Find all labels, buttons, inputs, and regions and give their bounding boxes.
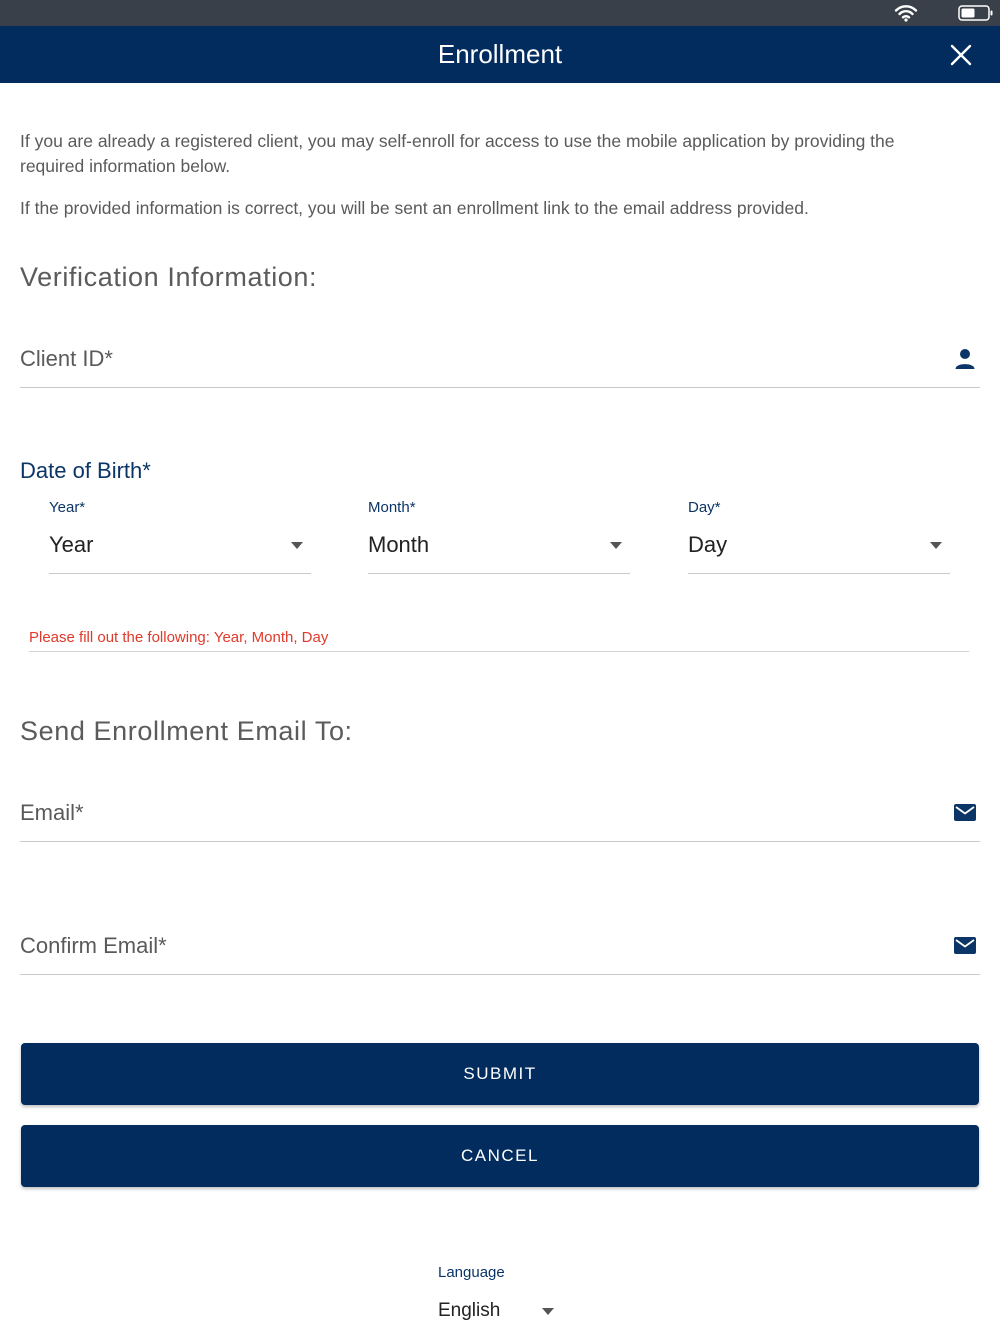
month-label: Month* (368, 499, 416, 516)
close-icon (944, 38, 978, 72)
wifi-icon (894, 4, 918, 22)
day-label: Day* (688, 499, 721, 516)
page-title: Enrollment (437, 39, 563, 69)
submit-button[interactable]: SUBMIT (21, 1043, 979, 1105)
email-field[interactable] (20, 782, 980, 842)
close-button[interactable] (944, 38, 978, 72)
client-id-field[interactable] (20, 328, 980, 388)
intro-paragraph-2: If the provided information is correct, you will be sent an enrollment link to the email address provided. (20, 198, 809, 218)
confirm-email-placeholder: Confirm Email* (20, 933, 167, 958)
year-select[interactable] (49, 496, 311, 574)
language-value: English (438, 1300, 501, 1321)
year-value: Year (49, 532, 94, 557)
chevron-down-icon (930, 542, 942, 549)
language-select[interactable] (438, 1298, 560, 1328)
date-of-birth-label: Date of Birth* (20, 458, 151, 483)
month-value: Month (368, 532, 430, 557)
chevron-down-icon (291, 542, 303, 549)
month-select[interactable] (368, 496, 630, 574)
chevron-down-icon (610, 542, 622, 549)
status-bar (0, 0, 1000, 26)
day-select[interactable] (688, 496, 950, 574)
mail-icon (952, 800, 978, 826)
battery-icon (958, 5, 994, 21)
day-value: Day (688, 532, 728, 557)
language-label: Language (438, 1264, 505, 1281)
cancel-button[interactable]: CANCEL (21, 1125, 979, 1187)
person-icon (952, 346, 978, 372)
client-id-placeholder: Client ID* (20, 346, 113, 371)
year-label: Year* (49, 499, 86, 516)
email-section-title: Send Enrollment Email To: (20, 716, 353, 746)
mail-icon (952, 933, 978, 959)
app-header (0, 26, 1000, 83)
confirm-email-field[interactable] (20, 915, 980, 975)
chevron-down-icon (542, 1308, 554, 1315)
intro-paragraph: If you are already a registered client, you may self-enroll for access to use the mobile application by providing the required information below. (20, 131, 895, 176)
verification-section-title: Verification Information: (20, 262, 318, 292)
dob-error-message: Please fill out the following: Year, Month, Day (29, 629, 329, 646)
dob-error (29, 626, 969, 652)
email-placeholder: Email* (20, 800, 84, 825)
